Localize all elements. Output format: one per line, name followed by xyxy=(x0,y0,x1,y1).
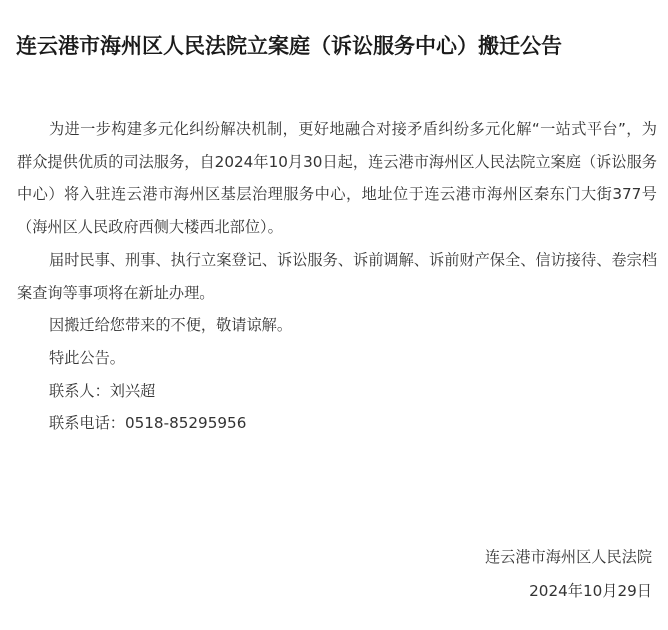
paragraph-apology: 因搬迁给您带来的不便，敬请谅解。 xyxy=(49,316,292,335)
signature-organization: 连云港市海州区人民法院 xyxy=(484,548,652,566)
paragraph-services: 届时民事、刑事、执行立案登记、诉讼服务、诉前调解、诉前财产保全、信访接待、卷宗档案查询等事项将在新址办理。 xyxy=(17,250,657,302)
signature-date: 2024年10月29日 xyxy=(529,582,652,600)
paragraph-closing: 特此公告。 xyxy=(49,348,125,367)
notice-title: 连云港市海州区人民法院立案庭（诉讼服务中心）搬迁公告 xyxy=(16,34,562,58)
contact-phone: 联系电话：0518-85295956 xyxy=(49,414,247,433)
notice-body xyxy=(17,113,657,440)
contact-person: 联系人：刘兴超 xyxy=(49,381,156,400)
paragraph-relocation-details: 为进一步构建多元化纠纷解决机制，更好地融合对接矛盾纠纷多元化解“一站式平台”，为群众提供优质的司法服务，自2024年10月30日起，连云港市海州区人民法院立案庭（诉讼服务中心）将入驻连云港市海州区基层治理服务中心，地址位于连云港市海州区秦东门大街377号（海州区人民政府西侧大楼西北部位）。 xyxy=(17,120,657,237)
signature-block xyxy=(485,540,652,608)
